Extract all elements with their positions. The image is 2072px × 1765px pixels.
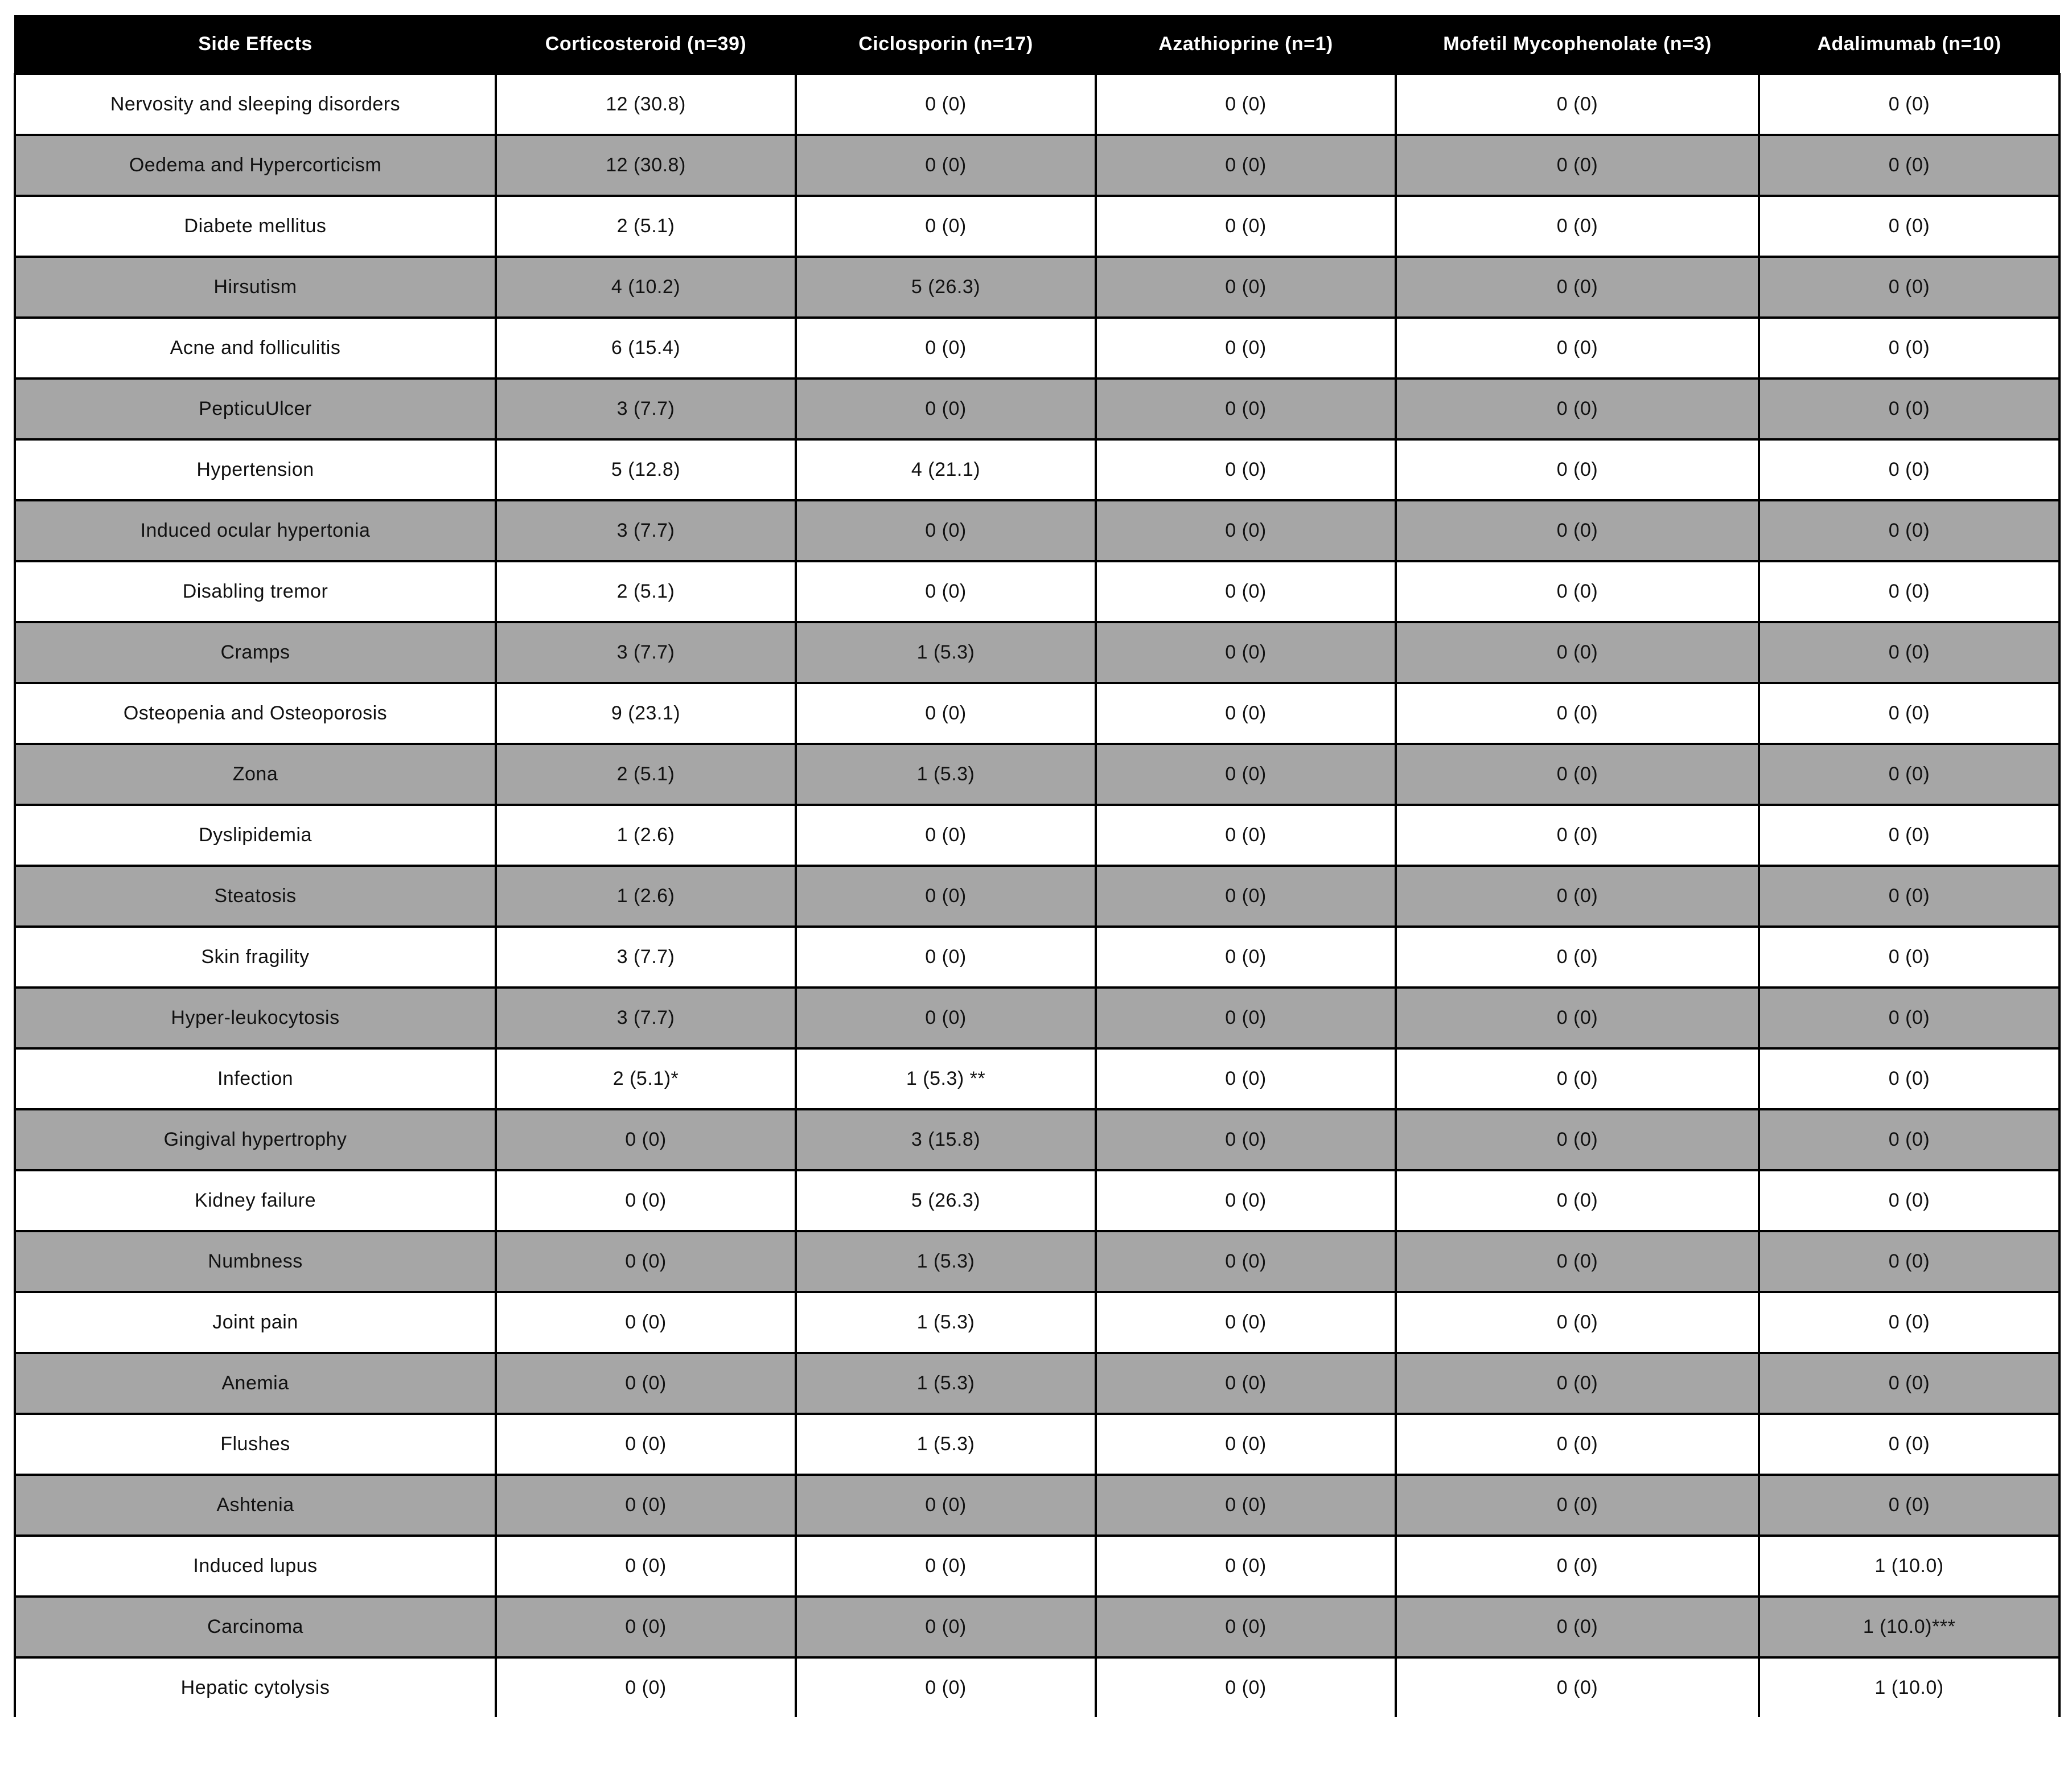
mofetil-mycophenolate-cell: 0 (0) [1396, 927, 1759, 988]
corticosteroid-cell: 0 (0) [496, 1170, 796, 1231]
table-row [15, 1353, 2059, 1414]
adalimumab-cell: 0 (0) [1759, 744, 2059, 805]
table-row [15, 622, 2059, 683]
table-row [15, 257, 2059, 318]
adalimumab-cell: 1 (10.0) [1759, 1536, 2059, 1597]
corticosteroid-cell: 2 (5.1) [496, 561, 796, 622]
corticosteroid-cell: 1 (2.6) [496, 805, 796, 866]
side-effect-cell: Anemia [15, 1353, 496, 1414]
mofetil-mycophenolate-cell: 0 (0) [1396, 439, 1759, 500]
adalimumab-cell: 0 (0) [1759, 805, 2059, 866]
table-row [15, 1231, 2059, 1292]
adalimumab-cell: 0 (0) [1759, 1048, 2059, 1109]
table-row [15, 1657, 2059, 1717]
table-row [15, 1048, 2059, 1109]
azathioprine-cell: 0 (0) [1096, 1292, 1396, 1353]
side-effect-cell: Hypertension [15, 439, 496, 500]
azathioprine-cell: 0 (0) [1096, 378, 1396, 439]
azathioprine-cell: 0 (0) [1096, 1109, 1396, 1170]
corticosteroid-cell: 3 (7.7) [496, 988, 796, 1048]
adalimumab-cell: 0 (0) [1759, 683, 2059, 744]
adalimumab-cell: 0 (0) [1759, 1109, 2059, 1170]
mofetil-mycophenolate-cell: 0 (0) [1396, 1231, 1759, 1292]
table-row [15, 744, 2059, 805]
corticosteroid-cell: 0 (0) [496, 1414, 796, 1475]
ciclosporin-cell: 1 (5.3) [796, 1231, 1096, 1292]
table-row [15, 866, 2059, 927]
side-effect-cell: Steatosis [15, 866, 496, 927]
ciclosporin-cell: 1 (5.3) [796, 1414, 1096, 1475]
table-header [15, 15, 2059, 74]
adalimumab-cell: 0 (0) [1759, 561, 2059, 622]
ciclosporin-cell: 0 (0) [796, 683, 1096, 744]
adalimumab-cell: 0 (0) [1759, 1231, 2059, 1292]
adalimumab-cell: 0 (0) [1759, 1170, 2059, 1231]
side-effect-cell: Numbness [15, 1231, 496, 1292]
table-row [15, 683, 2059, 744]
mofetil-mycophenolate-cell: 0 (0) [1396, 1048, 1759, 1109]
table-row [15, 1109, 2059, 1170]
azathioprine-cell: 0 (0) [1096, 1414, 1396, 1475]
adalimumab-cell: 0 (0) [1759, 1414, 2059, 1475]
side-effect-cell: Diabete mellitus [15, 196, 496, 257]
table-row [15, 988, 2059, 1048]
mofetil-mycophenolate-cell: 0 (0) [1396, 378, 1759, 439]
corticosteroid-cell: 3 (7.7) [496, 622, 796, 683]
adalimumab-cell: 0 (0) [1759, 257, 2059, 318]
azathioprine-cell: 0 (0) [1096, 74, 1396, 135]
side-effect-cell: Cramps [15, 622, 496, 683]
table-row [15, 1292, 2059, 1353]
azathioprine-cell: 0 (0) [1096, 927, 1396, 988]
table-body [15, 74, 2059, 1717]
azathioprine-cell: 0 (0) [1096, 866, 1396, 927]
mofetil-mycophenolate-cell: 0 (0) [1396, 500, 1759, 561]
azathioprine-cell: 0 (0) [1096, 1170, 1396, 1231]
mofetil-mycophenolate-cell: 0 (0) [1396, 74, 1759, 135]
table-row [15, 927, 2059, 988]
adalimumab-cell: 0 (0) [1759, 1292, 2059, 1353]
azathioprine-cell: 0 (0) [1096, 683, 1396, 744]
adalimumab-cell: 0 (0) [1759, 318, 2059, 378]
table-row [15, 500, 2059, 561]
adalimumab-cell: 0 (0) [1759, 196, 2059, 257]
mofetil-mycophenolate-cell: 0 (0) [1396, 1109, 1759, 1170]
adalimumab-cell: 0 (0) [1759, 866, 2059, 927]
mofetil-mycophenolate-cell: 0 (0) [1396, 744, 1759, 805]
mofetil-mycophenolate-cell: 0 (0) [1396, 1170, 1759, 1231]
side-effect-cell: Zona [15, 744, 496, 805]
adalimumab-cell: 0 (0) [1759, 927, 2059, 988]
azathioprine-cell: 0 (0) [1096, 1353, 1396, 1414]
table-row [15, 1414, 2059, 1475]
ciclosporin-cell: 0 (0) [796, 927, 1096, 988]
adalimumab-cell: 0 (0) [1759, 135, 2059, 196]
corticosteroid-cell: 0 (0) [496, 1109, 796, 1170]
mofetil-mycophenolate-cell: 0 (0) [1396, 866, 1759, 927]
adalimumab-cell: 0 (0) [1759, 622, 2059, 683]
table-row [15, 135, 2059, 196]
ciclosporin-cell: 0 (0) [796, 318, 1096, 378]
azathioprine-cell: 0 (0) [1096, 500, 1396, 561]
side-effect-cell: Hepatic cytolysis [15, 1657, 496, 1717]
mofetil-mycophenolate-cell: 0 (0) [1396, 257, 1759, 318]
mofetil-mycophenolate-cell: 0 (0) [1396, 318, 1759, 378]
ciclosporin-cell: 4 (21.1) [796, 439, 1096, 500]
azathioprine-cell: 0 (0) [1096, 988, 1396, 1048]
side-effect-cell: Hyper-leukocytosis [15, 988, 496, 1048]
side-effect-cell: Dyslipidemia [15, 805, 496, 866]
azathioprine-cell: 0 (0) [1096, 744, 1396, 805]
corticosteroid-cell: 0 (0) [496, 1353, 796, 1414]
adalimumab-cell: 0 (0) [1759, 500, 2059, 561]
azathioprine-cell: 0 (0) [1096, 561, 1396, 622]
ciclosporin-cell: 3 (15.8) [796, 1109, 1096, 1170]
mofetil-mycophenolate-cell: 0 (0) [1396, 1353, 1759, 1414]
table-row [15, 74, 2059, 135]
header-mofetil-mycophenolate: Mofetil Mycophenolate (n=3) [1396, 15, 1759, 74]
azathioprine-cell: 0 (0) [1096, 805, 1396, 866]
side-effects-table [14, 15, 2061, 1717]
ciclosporin-cell: 0 (0) [796, 561, 1096, 622]
azathioprine-cell: 0 (0) [1096, 1048, 1396, 1109]
ciclosporin-cell: 5 (26.3) [796, 1170, 1096, 1231]
mofetil-mycophenolate-cell: 0 (0) [1396, 135, 1759, 196]
corticosteroid-cell: 0 (0) [496, 1231, 796, 1292]
azathioprine-cell: 0 (0) [1096, 1536, 1396, 1597]
ciclosporin-cell: 0 (0) [796, 135, 1096, 196]
corticosteroid-cell: 4 (10.2) [496, 257, 796, 318]
ciclosporin-cell: 0 (0) [796, 1657, 1096, 1717]
side-effect-cell: Infection [15, 1048, 496, 1109]
azathioprine-cell: 0 (0) [1096, 1475, 1396, 1536]
mofetil-mycophenolate-cell: 0 (0) [1396, 1597, 1759, 1657]
ciclosporin-cell: 1 (5.3) [796, 1292, 1096, 1353]
table-row [15, 378, 2059, 439]
ciclosporin-cell: 1 (5.3) [796, 744, 1096, 805]
corticosteroid-cell: 0 (0) [496, 1597, 796, 1657]
table-row [15, 1475, 2059, 1536]
corticosteroid-cell: 12 (30.8) [496, 74, 796, 135]
mofetil-mycophenolate-cell: 0 (0) [1396, 1657, 1759, 1717]
ciclosporin-cell: 0 (0) [796, 196, 1096, 257]
side-effects-table-container [14, 15, 2058, 1717]
corticosteroid-cell: 6 (15.4) [496, 318, 796, 378]
table-row [15, 1536, 2059, 1597]
side-effect-cell: Joint pain [15, 1292, 496, 1353]
side-effect-cell: Hirsutism [15, 257, 496, 318]
ciclosporin-cell: 0 (0) [796, 1597, 1096, 1657]
header-row [15, 15, 2059, 74]
table-row [15, 196, 2059, 257]
table-row [15, 1597, 2059, 1657]
adalimumab-cell: 0 (0) [1759, 378, 2059, 439]
table-row [15, 561, 2059, 622]
header-side-effects: Side Effects [15, 15, 496, 74]
azathioprine-cell: 0 (0) [1096, 1657, 1396, 1717]
corticosteroid-cell: 2 (5.1) [496, 196, 796, 257]
side-effect-cell: PepticuUlcer [15, 378, 496, 439]
header-ciclosporin: Ciclosporin (n=17) [796, 15, 1096, 74]
side-effect-cell: Carcinoma [15, 1597, 496, 1657]
side-effect-cell: Disabling tremor [15, 561, 496, 622]
corticosteroid-cell: 9 (23.1) [496, 683, 796, 744]
azathioprine-cell: 0 (0) [1096, 439, 1396, 500]
mofetil-mycophenolate-cell: 0 (0) [1396, 683, 1759, 744]
ciclosporin-cell: 1 (5.3) [796, 1353, 1096, 1414]
side-effect-cell: Kidney failure [15, 1170, 496, 1231]
header-corticosteroid: Corticosteroid (n=39) [496, 15, 796, 74]
ciclosporin-cell: 0 (0) [796, 805, 1096, 866]
adalimumab-cell: 1 (10.0)*** [1759, 1597, 2059, 1657]
ciclosporin-cell: 5 (26.3) [796, 257, 1096, 318]
mofetil-mycophenolate-cell: 0 (0) [1396, 1292, 1759, 1353]
mofetil-mycophenolate-cell: 0 (0) [1396, 196, 1759, 257]
corticosteroid-cell: 3 (7.7) [496, 500, 796, 561]
mofetil-mycophenolate-cell: 0 (0) [1396, 622, 1759, 683]
table-row [15, 805, 2059, 866]
side-effect-cell: Oedema and Hypercorticism [15, 135, 496, 196]
corticosteroid-cell: 0 (0) [496, 1536, 796, 1597]
azathioprine-cell: 0 (0) [1096, 1597, 1396, 1657]
table-row [15, 318, 2059, 378]
corticosteroid-cell: 0 (0) [496, 1475, 796, 1536]
side-effect-cell: Induced ocular hypertonia [15, 500, 496, 561]
ciclosporin-cell: 1 (5.3) ** [796, 1048, 1096, 1109]
mofetil-mycophenolate-cell: 0 (0) [1396, 1475, 1759, 1536]
table-row [15, 1170, 2059, 1231]
adalimumab-cell: 0 (0) [1759, 1353, 2059, 1414]
ciclosporin-cell: 0 (0) [796, 866, 1096, 927]
ciclosporin-cell: 0 (0) [796, 500, 1096, 561]
mofetil-mycophenolate-cell: 0 (0) [1396, 805, 1759, 866]
azathioprine-cell: 0 (0) [1096, 196, 1396, 257]
corticosteroid-cell: 12 (30.8) [496, 135, 796, 196]
azathioprine-cell: 0 (0) [1096, 622, 1396, 683]
ciclosporin-cell: 0 (0) [796, 74, 1096, 135]
corticosteroid-cell: 3 (7.7) [496, 378, 796, 439]
adalimumab-cell: 0 (0) [1759, 1475, 2059, 1536]
adalimumab-cell: 0 (0) [1759, 439, 2059, 500]
ciclosporin-cell: 0 (0) [796, 988, 1096, 1048]
table-row [15, 439, 2059, 500]
adalimumab-cell: 1 (10.0) [1759, 1657, 2059, 1717]
side-effect-cell: Ashtenia [15, 1475, 496, 1536]
ciclosporin-cell: 0 (0) [796, 1536, 1096, 1597]
header-azathioprine: Azathioprine (n=1) [1096, 15, 1396, 74]
side-effect-cell: Flushes [15, 1414, 496, 1475]
side-effect-cell: Nervosity and sleeping disorders [15, 74, 496, 135]
header-adalimumab: Adalimumab (n=10) [1759, 15, 2059, 74]
corticosteroid-cell: 2 (5.1) [496, 744, 796, 805]
mofetil-mycophenolate-cell: 0 (0) [1396, 1414, 1759, 1475]
mofetil-mycophenolate-cell: 0 (0) [1396, 1536, 1759, 1597]
corticosteroid-cell: 2 (5.1)* [496, 1048, 796, 1109]
azathioprine-cell: 0 (0) [1096, 1231, 1396, 1292]
corticosteroid-cell: 3 (7.7) [496, 927, 796, 988]
side-effect-cell: Gingival hypertrophy [15, 1109, 496, 1170]
corticosteroid-cell: 0 (0) [496, 1292, 796, 1353]
ciclosporin-cell: 0 (0) [796, 1475, 1096, 1536]
corticosteroid-cell: 0 (0) [496, 1657, 796, 1717]
ciclosporin-cell: 1 (5.3) [796, 622, 1096, 683]
side-effect-cell: Acne and folliculitis [15, 318, 496, 378]
side-effect-cell: Skin fragility [15, 927, 496, 988]
mofetil-mycophenolate-cell: 0 (0) [1396, 988, 1759, 1048]
corticosteroid-cell: 5 (12.8) [496, 439, 796, 500]
ciclosporin-cell: 0 (0) [796, 378, 1096, 439]
azathioprine-cell: 0 (0) [1096, 257, 1396, 318]
adalimumab-cell: 0 (0) [1759, 988, 2059, 1048]
side-effect-cell: Induced lupus [15, 1536, 496, 1597]
azathioprine-cell: 0 (0) [1096, 135, 1396, 196]
side-effect-cell: Osteopenia and Osteoporosis [15, 683, 496, 744]
adalimumab-cell: 0 (0) [1759, 74, 2059, 135]
mofetil-mycophenolate-cell: 0 (0) [1396, 561, 1759, 622]
corticosteroid-cell: 1 (2.6) [496, 866, 796, 927]
azathioprine-cell: 0 (0) [1096, 318, 1396, 378]
